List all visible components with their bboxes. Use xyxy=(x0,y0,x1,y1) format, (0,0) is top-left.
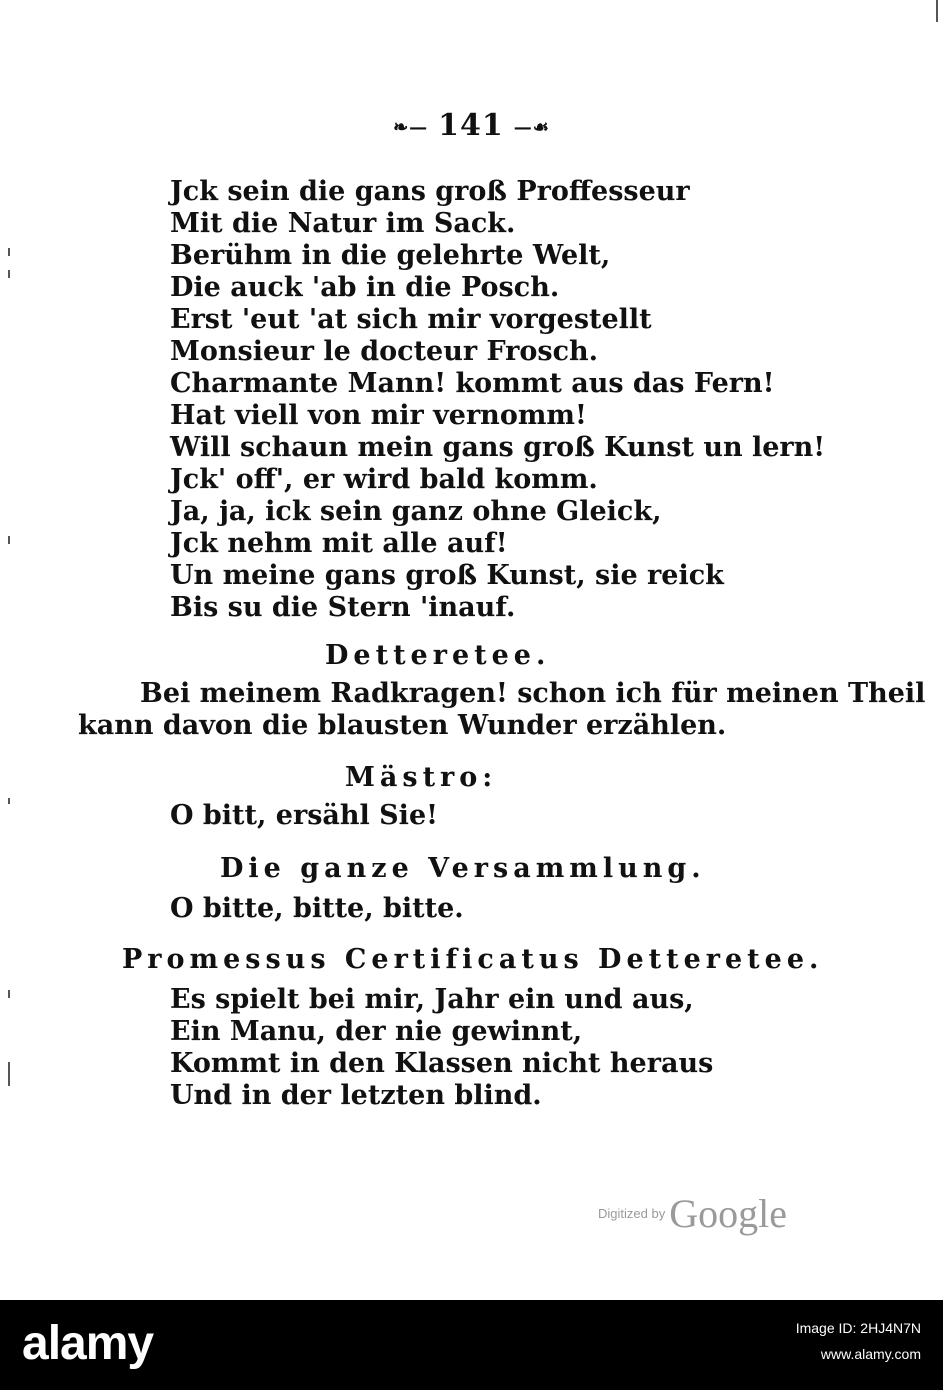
margin-mark xyxy=(8,798,10,804)
page-number-text: 141 xyxy=(438,108,504,143)
verse-line: Hat viell von mir vernomm! xyxy=(170,400,587,431)
watermark-brand: Google xyxy=(669,1191,787,1236)
verse-line: Kommt in den Klassen nicht heraus xyxy=(170,1048,714,1079)
right-ornament-icon: —☙ xyxy=(513,116,550,138)
verse-line: Berühm in die gelehrte Welt, xyxy=(170,240,611,271)
verse-line: Und in der letzten blind. xyxy=(170,1080,542,1111)
verse-line: Erst 'eut 'at sich mir vorgestellt xyxy=(170,304,652,335)
margin-mark xyxy=(8,1062,10,1086)
margin-mark xyxy=(8,270,10,278)
verse-line: Jck sein die gans groß Proffesseur xyxy=(170,176,690,207)
verse-line: Es spielt bei mir, Jahr ein und aus, xyxy=(170,984,694,1015)
prose-line: Bei meinem Radkragen! schon ich für meinen Theil xyxy=(140,678,926,709)
page-number xyxy=(0,108,943,143)
verse-line: Bis su die Stern 'inauf. xyxy=(170,592,516,623)
verse-line: Will schaun mein gans groß Kunst un lern! xyxy=(170,432,826,463)
margin-mark xyxy=(8,536,10,544)
site-url: www.alamy.com xyxy=(820,1346,921,1362)
google-watermark xyxy=(598,1190,787,1237)
speaker-name: Die ganze Versammlung. xyxy=(220,853,706,884)
verse-line: Ja, ja, ick sein ganz ohne Gleick, xyxy=(170,496,662,527)
speaker-name: Promessus Certificatus Detteretee. xyxy=(122,944,824,975)
verse-line: Jck nehm mit alle auf! xyxy=(170,528,508,559)
margin-mark xyxy=(936,0,938,22)
verse-line: Monsieur le docteur Frosch. xyxy=(170,336,599,367)
stock-footer xyxy=(0,1300,943,1390)
margin-mark xyxy=(8,248,10,256)
prose-line: kann davon die blausten Wunder erzählen. xyxy=(78,710,727,741)
verse-line: Mit die Natur im Sack. xyxy=(170,208,516,239)
speaker-name: Mästro: xyxy=(345,762,498,793)
verse-line: Jck' off', er wird bald komm. xyxy=(170,464,598,495)
verse-line: Un meine gans groß Kunst, sie reick xyxy=(170,560,724,591)
image-id: Image ID: 2HJ4N7N xyxy=(795,1320,921,1336)
verse-line: O bitt, ersähl Sie! xyxy=(170,800,438,831)
verse-line: Die auck 'ab in die Posch. xyxy=(170,272,560,303)
speaker-name: Detteretee. xyxy=(325,640,551,671)
verse-line: Ein Manu, der nie gewinnt, xyxy=(170,1016,583,1047)
alamy-logo: alamy xyxy=(22,1317,154,1370)
watermark-prefix: Digitized by xyxy=(598,1206,666,1221)
left-ornament-icon: ❧— xyxy=(393,116,429,138)
margin-mark xyxy=(8,990,10,998)
verse-line: O bitte, bitte, bitte. xyxy=(170,893,464,924)
verse-line: Charmante Mann! kommt aus das Fern! xyxy=(170,368,775,399)
